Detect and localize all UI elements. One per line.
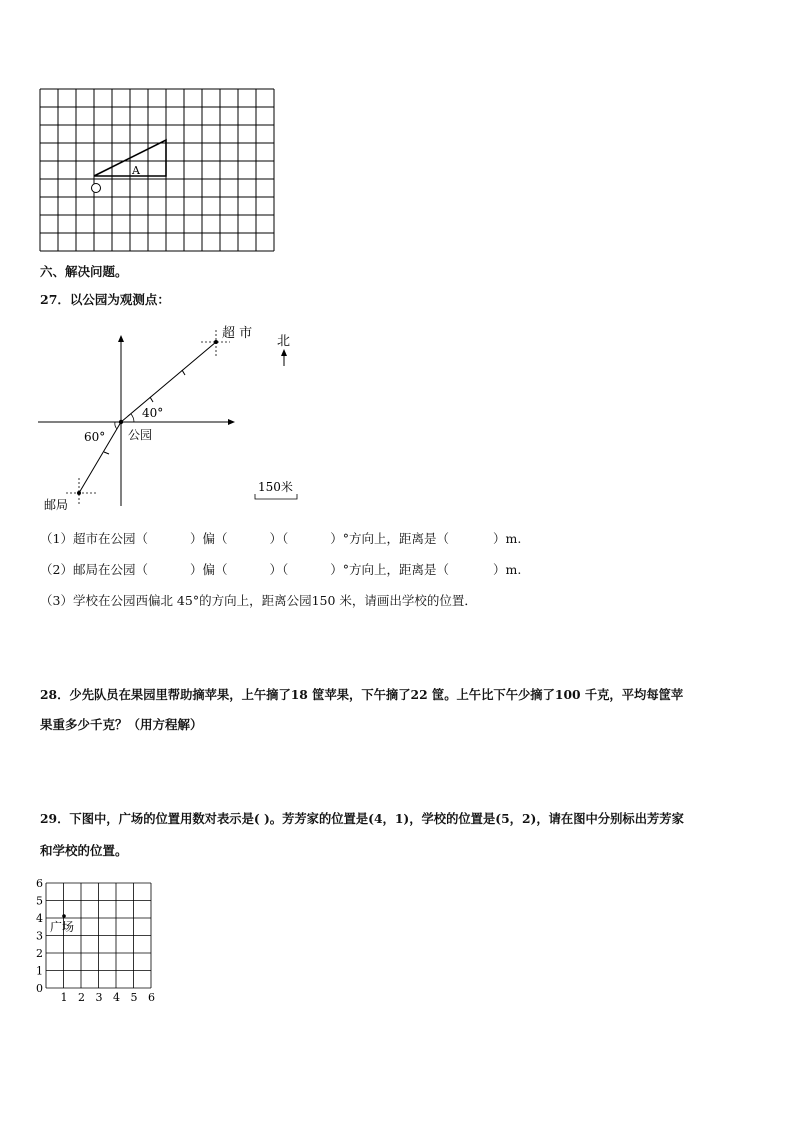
x-tick-label: 3 <box>95 991 103 1004</box>
x-tick-label: 1 <box>60 991 68 1004</box>
x-tick-label: 5 <box>130 991 138 1004</box>
park-supermarket-line <box>121 342 216 422</box>
grid-figure <box>38 87 278 253</box>
question-29-line1: 29．下图中，广场的位置用数对表示是( )。芳芳家的位置是(4，1)，学校的位置是(5，2)，请在图中分别标出芳芳家 <box>40 811 684 826</box>
y-tick-label: 3 <box>36 929 43 943</box>
supermarket-label: 超 市 <box>222 326 253 341</box>
question-27-title: 27．以公园为观测点： <box>40 292 170 307</box>
plaza-label: 广场 <box>50 920 75 934</box>
scale-label: 150米 <box>258 480 293 494</box>
y-tick-label: 1 <box>36 964 43 978</box>
angle-60-label: 60° <box>84 430 106 444</box>
question-28-line2: 果重多少千克？（用方程解） <box>40 717 203 732</box>
question-27-1: （1）超市在公园（ ）偏（ ）（ ）°方向上，距离是（ ）m. <box>40 531 522 546</box>
post-office-point <box>77 491 81 495</box>
scale-bar <box>255 494 297 499</box>
y-tick-label: 2 <box>36 947 43 960</box>
park-point <box>119 420 123 424</box>
angle-40-label: 40° <box>142 406 164 420</box>
question-27-2: （2）邮局在公园（ ）偏（ ）（ ）°方向上，距离是（ ）m. <box>40 562 522 577</box>
plaza-point <box>62 914 66 918</box>
post-office-label: 邮局 <box>44 498 69 512</box>
point-o <box>92 184 101 193</box>
x-tick-label: 6 <box>148 991 155 1004</box>
y-tick-label: 0 <box>36 982 43 995</box>
question-28-line1: 28．少先队员在果园里帮助摘苹果，上午摘了18 筐苹果，下午摘了22 筐。上午比下午少摘了100 千克，平均每筐苹 <box>40 687 684 702</box>
north-label: 北 <box>277 334 291 349</box>
question-29-line2: 和学校的位置。 <box>40 843 128 858</box>
x-tick-label: 2 <box>78 991 85 1004</box>
y-tick-label: 5 <box>36 894 43 908</box>
x-tick-label: 4 <box>113 991 120 1004</box>
coordinate-grid <box>32 872 168 1004</box>
question-27-3: （3）学校在公园西偏北 45°的方向上，距离公园150 米，请画出学校的位置． <box>40 593 477 608</box>
section-title: 六、解决问题。 <box>40 264 128 279</box>
y-tick-label: 6 <box>36 877 43 890</box>
y-tick-label: 4 <box>36 912 43 925</box>
supermarket-point <box>214 340 218 344</box>
park-label: 公园 <box>128 428 153 442</box>
triangle-label-a: A <box>132 164 140 177</box>
direction-diagram <box>30 318 320 518</box>
